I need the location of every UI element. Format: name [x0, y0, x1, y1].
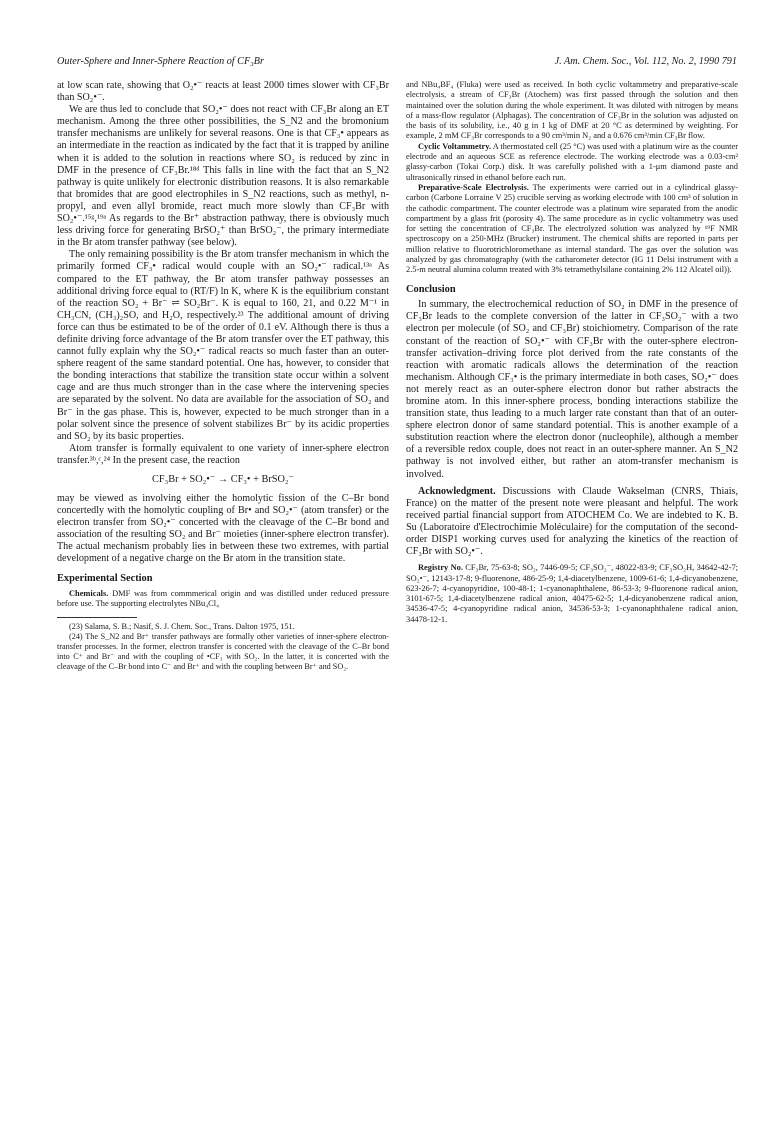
paragraph-2: We are thus led to conclude that SO₂•⁻ does not react with CF₃Br along an ET mechanism. Among the three other possibilities, the S_N2 and the bromonium transfer mechanisms are unlikely for several reasons. One is that CF₃• appears as an intermediate in the reaction as indicated by the fact that it is trapped by aniline when it is added to the solution in reactions where SO₂ is reduced by zinc in DMF in the presence of CF₃Br.¹⁸ᵈ This falls in line with the fact that an S_N2 pathway is quite unlikely for electronic distribution reasons. It is also remarkable that bromides that are good electrophiles in S_N2 reactions, such as methyl, n-propyl, and even allyl bromide, react much more slowly than CF₃Br with SO₂•⁻.¹⁵ᵍ,¹⁹ᵃ As regards to the Br⁺ abstraction pathway, there is obviously much less driving force for generating BrSO₂⁺ than BrSO₂⁻, the primary intermediate in the Br atom transfer pathway (see below). [57, 104, 389, 249]
acknowledgment-text: Discussions with Claude Wakselman (CNRS, Thiais, France) on the matter of the present note were pleasant and helpful. The work received partial financial support from ATOCHEM Co. We are indebted to K. B. Su (Laboratoire d'Electrochimie Moléculaire) for the computation of the second-order DISP1 working curves used for analyzing the kinetics of the reaction of CF₃Br with SO₂•⁻. [406, 485, 738, 558]
journal-citation: J. Am. Chem. Soc., Vol. 112, No. 2, 1990 791 [554, 56, 737, 67]
registry-text: CF₃Br, 75-63-8; SO₂, 7446-09-5; CF₃SO₂⁻, 48022-83-9; CF₃SO₂H, 34642-42-7; SO₂•⁻, 12143-17-8; 9-fluorenone, 486-25-9; 1,4-diacetylbenzene, 1009-61-6; 1,4-dicyanobenzene, 623-26-7; 4-cyanopyridine, 100-48-1; 1-cyanonaphthalene, 86-53-3; 9-fluorenone radical anion, 3101-67-5; 1,4-diacetylbenzene radical anion, 40475-62-5; 1,4-dicyanobenzene radical anion, 34536-47-5; 4-cyanopyridine radical anion, 34536-53-3; 1-cyanonaphthalene radical anion, 34478-12-1. [406, 563, 739, 624]
registry-label: Registry No. [418, 563, 463, 573]
chemicals-label: Chemicals. [69, 588, 109, 598]
reaction-equation: CF₃Br + SO₂•⁻ → CF₃• + BrSO₂⁻ [152, 474, 294, 485]
conclusion-paragraph: In summary, the electrochemical reduction of SO₂ in DMF in the presence of CF₃Br leads to the complete conversion of the latter in CF₃SO₂⁻ with a two electron per molecule (of SO₂ and CF₃Br) stoichiometry. Comparison of the rate constant of the reaction of SO₂•⁻ with CF₃Br with the outer-sphere electron-transfer activation–driving force plot derived from the rate constants of the reaction with aromatic radicals allows the determination of the reaction mechanism. Although CF₃• is the primary intermediate in both cases, SO₂•⁻ does not merely react as an outer-sphere electron donor but rather abstracts the bromine atom. In this inner-sphere process, bonding interactions stabilize the transition state, thus leading to a much larger rate constant than that of an outer-sphere electron donor of same standard potential. This is another example of a substitution reaction where the electron donor (nucleophile), although a member of a reversible redox couple, does not react in an outer-sphere manner. An S_N2 pathway is not involved either, but rather an atom-transfer mechanism is involved. [406, 299, 738, 480]
running-header [57, 56, 737, 70]
paragraph-1: at low scan rate, showing that O₂•⁻ reacts at least 2000 times slower with CF₃Br than SO₂•⁻. [57, 80, 389, 104]
cyclic-voltammetry-label: Cyclic Voltammetry. [418, 141, 492, 151]
chemicals-text: DMF was from commmerical origin and was distilled under reduced pressure before use. The supporting electrolytes NBu₄Cl₄ [57, 588, 389, 609]
experimental-continued: and NBu₄BF₄ (Fluka) were used as received. In both cyclic voltammetry and preparative-scale electrolysis, a stream of CF₃Br (Atochem) was first passed through the solution and then maintained over the solution during the whole experiment. It was diluted with nitrogen by means of a mass-flow regulator (Alphagas). The concentration of CF₃Br in the solution was adjusted on the basis of its solubility, i.e., 40 g in 1 kg of DMF at 20 °C as determined by weighting. For example, 2 mM CF₃Br corresponds to a 90 cm³/min N₂ and a 0.676 cm³/min CF₃Br flow. [406, 80, 738, 141]
running-title: Outer-Sphere and Inner-Sphere Reaction of CF₃Br [57, 56, 264, 67]
left-column [57, 80, 389, 672]
acknowledgment-paragraph [406, 486, 738, 559]
right-column [406, 80, 738, 625]
paragraph-5: may be viewed as involving either the homolytic fission of the C–Br bond concertedly with the homolytic coupling of Br• and SO₂•⁻ (atom transfer) or the electron transfer from SO₂•⁻ concerted with the cleavage of the C–Br bond and association of the resulting SO₂ and Br⁻ moieties (inner-sphere electron transfer). The actual mechanism probably lies in between these two extremes, with partial development of a negative charge on the Br atom in the transition state. [57, 492, 389, 565]
electrolysis-text: The experiments were carried out in a cylindrical glassy-carbon (Carbone Lorraine V 25) crucible serving as working electrode with 100 cm³ of solution in the cathodic compartment. The counter electrode was a platinum wire separated from the anodic compartment by a glass frit (porosity 4). The same procedure as in cyclic voltammetry was used for setting the concentration of CF₃Br. The electrolyzed solution was analyzed by ¹⁹F NMR spectroscopy on a 250-MHz (Brucker) instrument. The chemical shifts are reported in parts per million relative to fluorotrichloromethane as internal standard. The gas over the solution was analyzed by gas chromatography (with the catharometer detector (IG 11 Delsi instrument with a 2.5-m neutral alumina column treated with 3% tetramethylsilane containing 2% 112 Alcatel oil)). [406, 182, 738, 275]
electrolysis-label: Preparative-Scale Electrolysis. [418, 182, 529, 192]
experimental-heading: Experimental Section [57, 573, 153, 585]
footnote-23: (23) Salama, S. B.; Nasif, S. J. Chem. Soc., Trans. Dalton 1975, 151. [69, 622, 295, 632]
chemicals-paragraph [57, 589, 389, 610]
footnote-24: (24) The S_N2 and Br⁺ transfer pathways are formally other varieties of inner-sphere electron-transfer processes. In the former, electron transfer is concerted with the cleavage of the C–Br bond into C⁺ and Br⁻ and with the coupling of •CF₃ with SO₂. In the latter, it is concerted with the cleavage of the C–Br bond into C⁻ and Br⁺ and with the coupling between Br⁺ and SO₂. [57, 632, 389, 671]
conclusion-heading: Conclusion [406, 283, 456, 295]
cyclic-voltammetry-paragraph [406, 142, 738, 183]
cyclic-voltammetry-text: A thermostated cell (25 °C) was used with a platinum wire as the counter electrode and an aqueous SCE as reference electrode. The working electrode was a 0.03-cm² glassy-carbon (Tokai Corp.) disk. It was carefully polished with a 1-μm diamond paste and ultrasonically rinsed in ethanol before each run. [406, 141, 738, 182]
footnote-rule [57, 617, 137, 618]
registry-paragraph [406, 563, 738, 625]
electrolysis-paragraph [406, 183, 738, 276]
acknowledgment-label: Acknowledgment. [418, 485, 496, 497]
paragraph-3: The only remaining possibility is the Br atom transfer mechanism in which the primarily formed CF₃• radical would couple with an SO₂•⁻ radical.¹³ᵃ As compared to the ET pathway, the Br atom transfer pathway possesses an additional driving force equal to (RT/F) ln K, where K is the equilibrium constant of the reaction SO₂ + Br⁻ ⇌ SO₂Br⁻. K is equal to 160, 21, and 0.22 M⁻¹ in CH₃CN, (CH₃)₂SO, and H₂O, respectively.²³ The additional amount of driving force can thus be estimated to be of the order of 0.1 eV. Although there is thus a definite driving force advantage of the Br atom transfer over the ET pathway, this cannot fully explain why the SO₂•⁻ radical reacts so much faster than an outer-sphere reagent of the same standard potential. One has, however, to consider that the bonding interactions that stabilize the transition state occur within a solvent cage and are thus much stronger than in the case where the intervening species are separated by the solvent. No data are available for the association of SO₂ and Br⁻ in the gas phase. This is, however, expected to be much stronger than in a polar solvent since the presence of solvent stabilizes Br⁻ by its acidic properties and SO₂ by its basic properties. [57, 249, 389, 442]
paragraph-4: Atom transfer is formally equivalent to one variety of inner-sphere electron transfer.³ᵇ,ᶜ,²⁴ In the present case, the reaction [57, 442, 389, 466]
